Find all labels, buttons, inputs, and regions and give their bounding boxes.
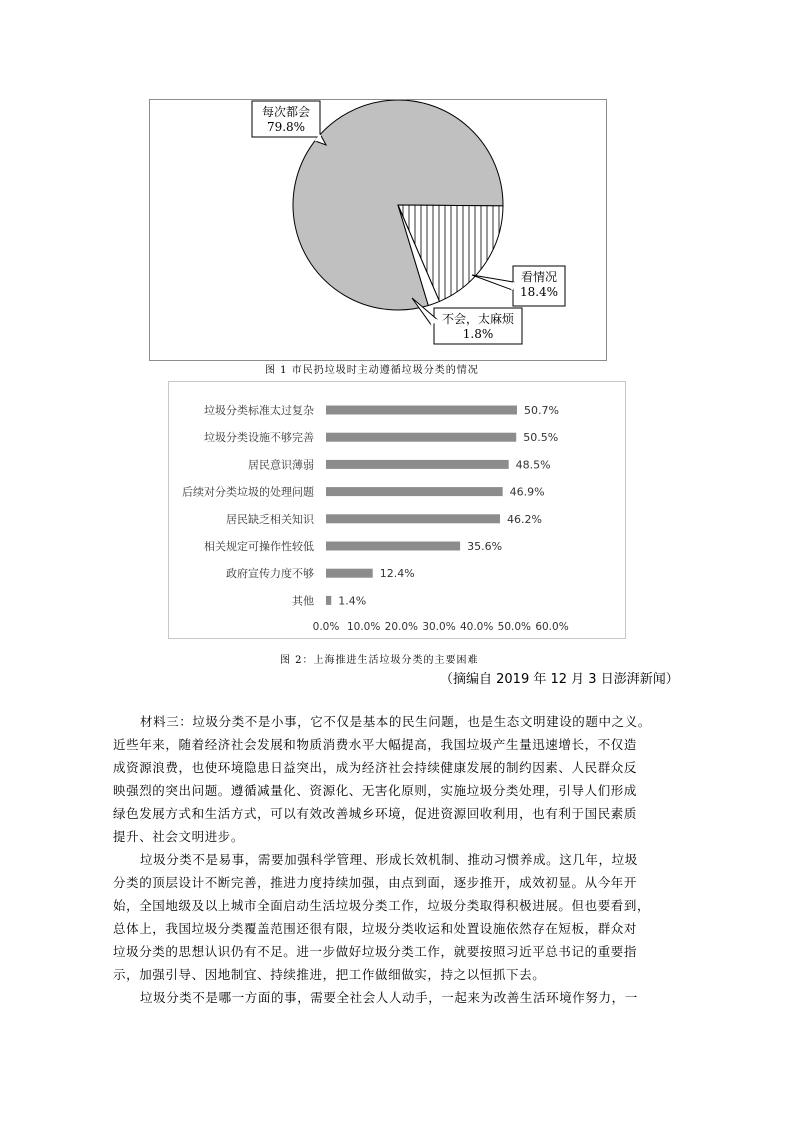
pie-label-category: 不会，太麻烦	[441, 312, 515, 326]
figure1-caption: 图 1 市民扔垃圾时主动遵循垃圾分类的情况	[265, 365, 479, 376]
text-line: 映强烈的突出问题。遵循减量化、资源化、无害化原则，实施垃圾分类处理，引导人们形成	[113, 783, 638, 798]
pie-label-value: 79.8%	[266, 120, 306, 134]
text-line: 绿色发展方式和生活方式，可以有效改善城乡环境，促进资源回收利用，也有利于国民素质	[113, 806, 638, 821]
source-note: （摘编自 2019 年 12 月 3 日澎湃新闻）	[440, 672, 679, 687]
bar-value-label: 48.5%	[515, 458, 551, 472]
bar-category-label: 后续对分类垃圾的处理问题	[182, 485, 314, 499]
text-line: 总体上，我国垃圾分类覆盖范围还很有限，垃圾分类收运和处置设施依然存在短板，群众对	[113, 921, 638, 936]
text-line: 垃圾分类不是哪一方面的事，需要全社会人人动手，一起来为改善生活环境作努力，一	[140, 990, 638, 1005]
bar-category-label: 居民意识薄弱	[248, 458, 314, 472]
bar	[326, 433, 516, 442]
bar	[326, 569, 373, 578]
text-line: 分类的顶层设计不断完善，推进力度持续加强，由点到面，逐步推开，成效初显。从今年开	[113, 875, 638, 890]
bar	[326, 542, 460, 551]
material3-body	[113, 710, 683, 1009]
x-tick-label: 50.0%	[497, 621, 532, 633]
pie-label-category: 每次都会	[261, 105, 311, 119]
bar-value-label: 46.2%	[507, 512, 542, 526]
paragraph-2	[113, 848, 683, 986]
bar	[326, 514, 500, 523]
bar	[326, 596, 331, 605]
bar-chart-frame	[168, 381, 626, 639]
pie-callout-2	[472, 266, 565, 306]
x-tick-label: 10.0%	[346, 621, 381, 633]
paragraph-3	[113, 986, 683, 1009]
pie-label-value: 1.8%	[462, 327, 494, 341]
bar-chart	[169, 382, 627, 640]
bar-value-label: 50.5%	[523, 431, 559, 445]
pie-callout-1	[252, 101, 326, 145]
x-tick-label: 40.0%	[459, 621, 494, 633]
x-tick-label: 0.0%	[312, 621, 340, 633]
text-line: 垃圾分类不是易事，需要加强科学管理、形成长效机制、推动习惯养成。这几年，垃圾	[140, 852, 638, 867]
bar-category-label: 其他	[292, 594, 314, 608]
text-line: 提升、社会文明进步。	[113, 829, 245, 844]
bar-value-label: 1.4%	[338, 594, 367, 608]
paragraph-1	[113, 710, 683, 848]
text-line: 示，加强引导、因地制宜、持续推进，把工作做细做实，持之以恒抓下去。	[113, 967, 546, 982]
bar-category-label: 垃圾分类标准太过复杂	[204, 404, 314, 417]
bar-category-label: 居民缺乏相关知识	[226, 512, 314, 526]
bar-category-label: 垃圾分类设施不够完善	[204, 431, 314, 445]
x-tick-label: 30.0%	[422, 621, 456, 633]
pie-label-category: 看情况	[520, 270, 558, 284]
bar-category-label: 相关规定可操作性较低	[204, 540, 314, 553]
text-line: 始，全国地级及以上城市全面启动生活垃圾分类工作，垃圾分类取得积极进展。但也要看到，	[113, 898, 651, 913]
x-tick-label: 20.0%	[384, 621, 419, 633]
text-line: 成资源浪费，也使环境隐患日益突出，成为经济社会持续健康发展的制约因素、人民群众反	[113, 760, 638, 775]
bar-value-label: 35.6%	[467, 540, 503, 553]
bar	[326, 406, 517, 415]
bar-value-label: 46.9%	[509, 485, 545, 499]
bar	[326, 460, 509, 469]
bar	[326, 487, 503, 496]
bar-value-label: 50.7%	[523, 404, 559, 417]
text-line: 垃圾分类的思想认识仍有不足。进一步做好垃圾分类工作，就要按照习近平总书记的重要指	[113, 944, 638, 959]
text-line: 近些年来，随着经济社会发展和物质消费水平大幅提高，我国垃圾产生量迅速增长，不仅造	[113, 737, 638, 752]
text-line: 材料三：垃圾分类不是小事，它不仅是基本的民生问题，也是生态文明建设的题中之义。	[140, 714, 651, 729]
pie-chart	[150, 100, 608, 362]
bar-value-label: 12.4%	[379, 567, 415, 581]
x-tick-label: 60.0%	[535, 621, 569, 633]
pie-chart-frame	[149, 99, 607, 361]
pie-label-value: 18.4%	[519, 285, 559, 299]
figure2-caption: 图 2：上海推进生活垃圾分类的主要困难	[280, 655, 479, 666]
bar-category-label: 政府宣传力度不够	[226, 567, 314, 581]
